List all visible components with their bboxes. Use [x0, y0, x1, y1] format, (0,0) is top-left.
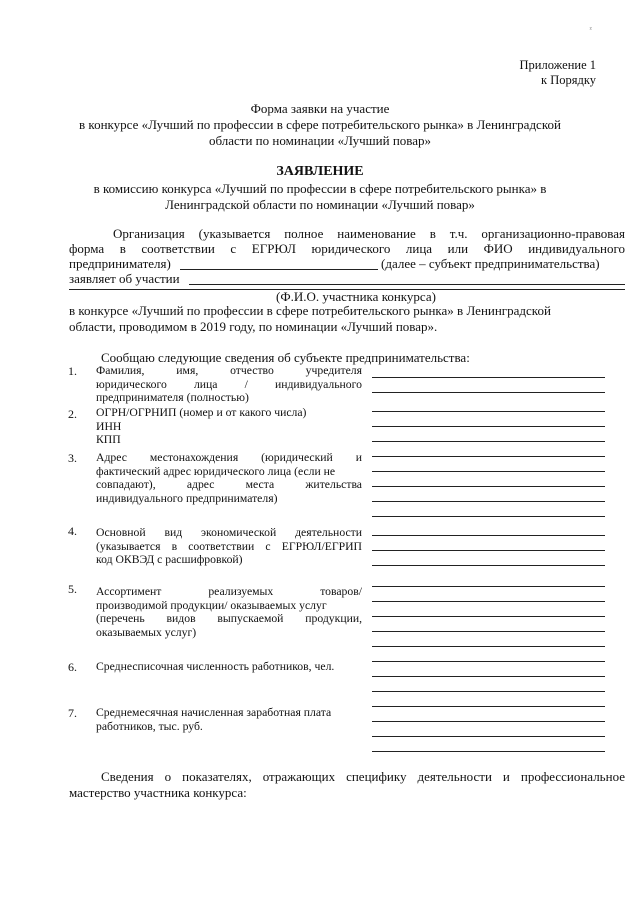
answer-line[interactable] — [372, 706, 605, 707]
org-line-1: Организация (указывается полное наименование в т.ч. организационно-правовая — [113, 226, 625, 241]
item-4-label — [96, 526, 362, 567]
item-line: Среднесписочная численность работников, чел. — [96, 660, 335, 673]
item-line: юридического лица / индивидуального — [96, 377, 362, 391]
item-3-label — [96, 451, 362, 505]
org-line-4: заявляет об участии — [69, 271, 180, 286]
org-name-blank[interactable] — [180, 269, 378, 270]
item-5-label — [96, 585, 362, 639]
item-line: (указывается в соответствии с ЕГРЮЛ/ЕГРИП — [96, 539, 362, 553]
item-line: оказываемых услуг) — [96, 625, 197, 639]
statement-sub-2: Ленинградской области по номинации «Лучший повар» — [165, 197, 475, 212]
item-line: Среднемесячная начисленная заработная плата — [96, 706, 332, 719]
item-number: 6. — [68, 660, 77, 674]
contest-line-2: области, проводимом в 2019 году, по номинации «Лучший повар». — [69, 319, 438, 334]
item-line: фактический адрес юридического лица (если не — [96, 464, 336, 478]
item-line: производимой продукции/ оказываемых услуг — [96, 598, 327, 612]
item-line: предпринимателя (полностью) — [96, 391, 249, 405]
intro-text: Сообщаю следующие сведения об субъекте предпринимательства: — [101, 350, 470, 365]
answer-line[interactable] — [372, 736, 605, 737]
form-title-line-1: Форма заявки на участие — [250, 101, 390, 116]
statement-sub-1: в комиссию конкурса «Лучший по профессии в сфере потребительского рынка» в — [93, 181, 547, 196]
item-line: индивидуального предпринимателя) — [96, 491, 278, 505]
corner-mark: ᶻ — [589, 24, 592, 34]
item-number: 7. — [68, 706, 77, 720]
item-line: совпадают), адрес места жительства — [96, 478, 362, 492]
item-line: Фамилия, имя, отчество учредителя — [96, 364, 362, 377]
item-6-label — [96, 660, 362, 674]
statement-heading: ЗАЯВЛЕНИЕ — [276, 164, 364, 179]
answer-line[interactable] — [372, 721, 605, 722]
item-number: 2. — [68, 407, 77, 421]
item-line: код ОКВЭД с расшифровкой) — [96, 553, 243, 567]
item-line: Ассортимент реализуемых товаров/ — [96, 585, 362, 598]
form-title-line-2: в конкурсе «Лучший по профессии в сфере потребительского рынка» в Ленинградской — [79, 117, 561, 132]
item-line: ИНН — [96, 419, 122, 433]
annex-line-2: к Порядку — [541, 73, 596, 87]
item-number: 3. — [68, 451, 77, 465]
item-number: 1. — [68, 364, 77, 378]
item-number: 5. — [68, 582, 77, 596]
item-line: Адрес местонахождения (юридический и — [96, 451, 362, 464]
annex-line-1: Приложение 1 — [519, 58, 596, 72]
item-2-label — [96, 406, 362, 447]
org-line-2: форма в соответствии с ЕГРЮЛ юридического лица или ФИО индивидуального — [69, 241, 625, 256]
footer-line-1: Сведения о показателях, отражающих специфику деятельности и профессиональное — [101, 769, 625, 784]
org-line-3-end: (далее – субъект предпринимательства) — [381, 256, 600, 271]
item-1-label — [96, 364, 362, 405]
contest-line-1: в конкурсе «Лучший по профессии в сфере потребительского рынка» в Ленинградской — [69, 303, 551, 318]
item-line: КПП — [96, 433, 121, 447]
item-7-label — [96, 706, 362, 733]
form-title-line-3: области по номинации «Лучший повар» — [208, 133, 432, 148]
item-line: ОГРН/ОГРНИП (номер и от какого числа) — [96, 406, 307, 419]
item-number: 4. — [68, 524, 77, 538]
item-line: работников, тыс. руб. — [96, 719, 203, 733]
fio-caption: (Ф.И.О. участника конкурса) — [276, 289, 436, 304]
org-line-3-start: предпринимателя) — [69, 256, 171, 271]
item-line: Основной вид экономической деятельности — [96, 526, 362, 539]
footer-line-2: мастерство участника конкурса: — [69, 785, 247, 800]
answer-line[interactable] — [372, 751, 605, 752]
item-line: (перечень видов выпускаемой продукции, — [96, 612, 362, 626]
